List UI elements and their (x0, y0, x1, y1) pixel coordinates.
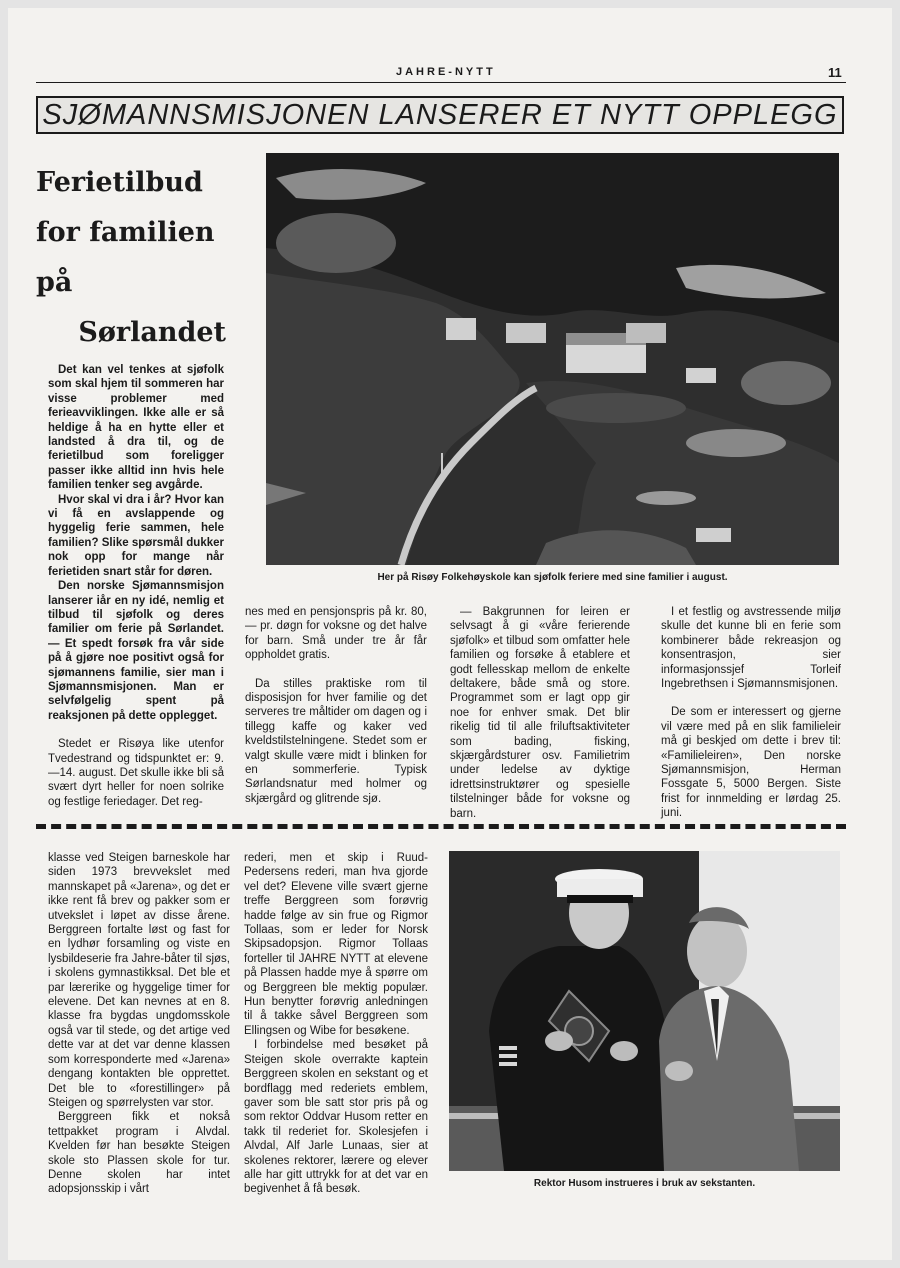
aerial-photo-image (266, 153, 839, 565)
article-column-1 (48, 363, 224, 809)
lower-col2-paragraph-2: I forbindelse med besøket på Steigen skole overrakte kaptein Berggreen skolen en sekstant og et bordflagg med rederiets emblem, gaver som ble satt stor pris på og som rektor Oddvar Husom retter en takk til rederiet for. Skolesjefen i Alvdal, Alf Jarle Lunaas, sier at skolenes rektorer, lærere og elever alle har gitt uttrykk for at det var en begivenhet å få besøk. (244, 1039, 428, 1196)
page-number: 11 (828, 65, 842, 80)
article-column-2 (245, 605, 427, 806)
lower-col1-paragraph-2: Berggreen fikk et nokså tettpakket program i Alvdal. Kvelden før han besøkte Steigen skole sto Plassen skole for tur. Denne skolen har intet adopsjonsskip i vårt (48, 1111, 230, 1196)
sextant-photo-image (449, 851, 840, 1171)
running-title: JAHRE-NYTT (396, 66, 496, 78)
magazine-page (8, 8, 892, 1260)
intro-paragraph-3: Den norske Sjømannsmisjon lanserer iår en ny idé, nemlig et tilbud til sjøfolk og deres familier om ferie på Sørlandet. — Et spedt forsøk fra vår side på å gjøre noe positivt også for sjømannens familie, sier man i Sjømannsmisjonen. Man er selvfølgelig spent på reaksjonen på dette opplegget. (48, 580, 224, 722)
lower-article-column-1 (48, 851, 230, 1197)
article-column-3 (450, 605, 630, 821)
headline-line-1: Ferietilbud (36, 167, 203, 198)
sextant-photo (449, 851, 840, 1171)
aerial-photo-caption: Her på Risøy Folkehøyskole kan sjøfolk feriere med sine familier i august. (377, 572, 728, 583)
lower-article-column-2 (244, 851, 428, 1197)
col2-paragraph-2: Da stilles praktiske rom til disposisjon for hver familie og det serveres tre måltider om dagen og i tillegg kaffe og kaker ved kveldstilstelningene. Stedet som er valgt skulle være midt i blinken for en sommerferie. Typisk Sørlandsnatur med holmer og skjærgård og glitrende sjø. (245, 677, 427, 805)
col2-paragraph-1: nes med en pensjonspris på kr. 80,— pr. døgn for voksne og det halve for barn. Små under tre år får oppholdet gratis. (245, 606, 427, 662)
article-column-4 (661, 605, 841, 821)
section-divider (36, 824, 846, 829)
headline-line-3: på (36, 267, 73, 298)
lower-col1-paragraph-1: klasse ved Steigen barneskole har siden 1973 brevvekslet med mannskapet på «Jarena», og det er ikke rent få brev og pakker som er utvekslet i løpet av disse årene. Berggreen fortalte løst og fast for en lydhør forsamling og viste en lysbildeserie fra Jahre-båter til sjøs, i skolens gymnastikksal. Det ble et par lærerike og hyggelige timer for elevene. Det kan nevnes at en 8. klasse fra bygdas ungdomsskole også var til stede, og det artige ved dette var at det var denne klassen som korresponderte med «Jarena» dengang kontakten ble opprettet. Det ble to «forestillinger» på Steigen og spørrelysten var stor. (48, 852, 230, 1109)
header-rule (36, 82, 846, 83)
col4-paragraph-1: I et festlig og avstressende miljø skulle det kunne bli en ferie som kombinerer både rekreasjon og konsentrasjon, sier informasjonssjef Torleif Ingebrethsen i Sjømannsmisjonen. (661, 606, 841, 691)
lower-col2-paragraph-1: rederi, men et skip i Ruud-Pedersens rederi, man hva gjorde vel det? Elevene ville svært gjerne treffe Berggreen som forøvrig hadde følge av sin frue og Rigmor Tollaas, som er leder for Norsk Skipsadopsjon. Rigmor Tollaas forteller til JAHRE NYTT at elevene på Plassen hadde mye å spørre om og Berggreen ble mektig populær. Hun benytter forøvrig anledningen til å takke såvel Berggreen som Ellingsen og Wibe for besøkene. (244, 852, 428, 1037)
section-banner (36, 96, 844, 134)
article-headline (36, 158, 226, 358)
headline-line-2: for familien (36, 217, 215, 248)
sextant-photo-caption: Rektor Husom instrueres i bruk av sekstanten. (533, 1178, 756, 1189)
intro-paragraph-1: Det kan vel tenkes at sjøfolk som skal hjem til sommeren har visse problemer med ferieavviklingen. Ikke alle er så heldige å ha en hytte eller et landsted å dra til, og de ferietilbud som foreligger passer ikke alltid inn hvis hele familien tenker seg avgårde. (48, 364, 224, 492)
col3-paragraph-1: — Bakgrunnen for leiren er selvsagt å gi «våre ferierende sjøfolk» et tilbud som omfatter hele familien og forsøke å etablere et godt fellesskap mellom de enkelte deltakere, både små og store. Programmet som er lagt opp gir noe for enhver smak. Det blir rikelig tid til alle friluftsaktiviteter som bading, fisking, skjærgårdsturer osv. Familietrim under ledelse av dyktige idrettsinstruktører og spesielle tilstelninger både for voksne og barn. (450, 606, 630, 820)
intro-paragraph-2: Hvor skal vi dra i år? Hvor kan vi få en avslappende og hyggelig ferie sammen, hele familien? Slike spørsmål dukker nok opp for mange når ferietiden snart står for døren. (48, 493, 224, 578)
body-paragraph-details: Stedet er Risøya like utenfor Tvedestrand og tidspunktet er: 9.—14. august. Det skulle ikke bli så svært dyrt heller for noen solrike og festlige feriedager. Det reg- (48, 738, 224, 808)
banner-text: SJØMANNSMISJONEN LANSERER ET NYTT OPPLEGG (42, 98, 838, 131)
col4-paragraph-2: De som er interessert og gjerne vil være med på en slik familieleir må gi beskjed om dette i brev til: «Familieleiren», Den norske Sjømannsmisjon, Herman Fossgate 5, 5000 Bergen. Siste frist for innmelding er lørdag 25. juni. (661, 706, 841, 820)
headline-line-4: Sørlandet (78, 317, 226, 348)
aerial-photo-risoy (266, 153, 839, 565)
